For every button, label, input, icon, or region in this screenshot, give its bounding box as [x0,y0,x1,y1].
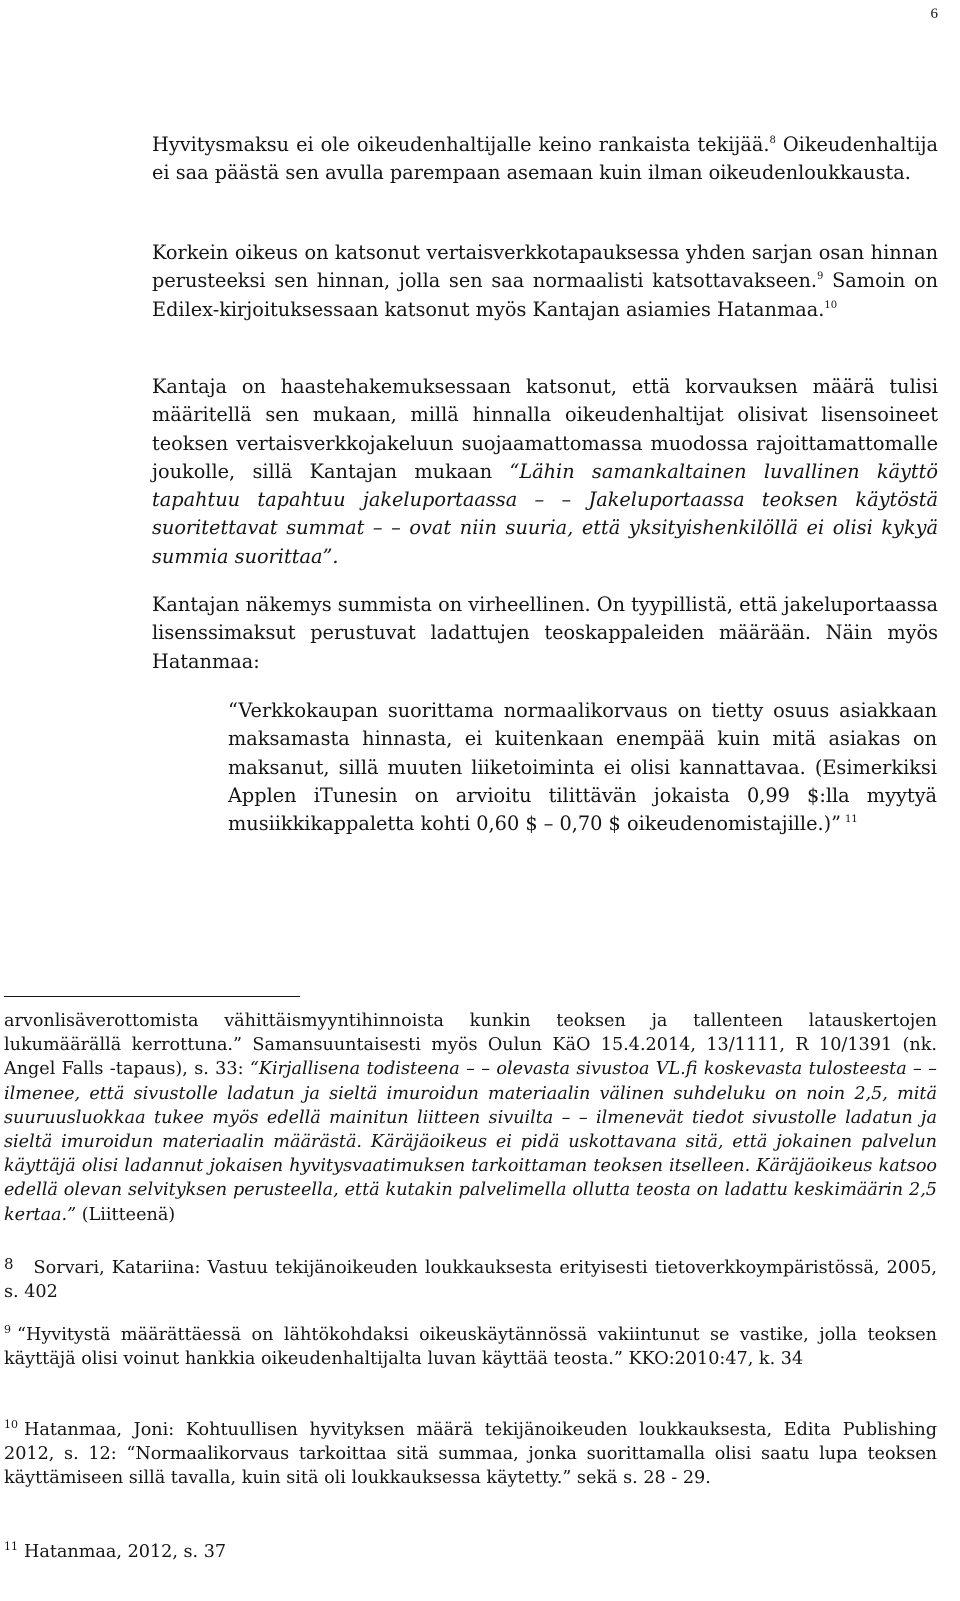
footnote-number: 9 [4,1323,11,1336]
footnote-text: Hatanmaa, Joni: Kohtuullisen hyvityksen määrä tekijänoikeuden loukkauksesta, Edita Publishing 2012, s. 12: “Normaalikorvaus tarkoittaa sitä summaa, jonka suorittamalla olisi saatu lupa teoksen käyttämiseen sillä tavalla, kuin sitä oli loukkauksessa käytetty.” sekä s. 28 - 29. [4,1420,937,1489]
footnote-10 [4,1418,937,1491]
paragraph-plaintiff-view [152,591,938,676]
paragraph-quote-italic: “Lähin samankaltainen luvallinen käyttö tapahtuu tapahtuu jakeluportaassa – – Jakeluportaassa teoksen käytöstä suoritettavat summat – – ovat niin suuria, että yksityishenkilöllä ei olisi kykyä summia suorittaa”. [152,459,939,568]
block-quote-text: “Verkkokaupan suorittama normaalikorvaus on tietty osuus asiakkaan maksamasta hinnasta, ei kuitenkaan enempää kuin mitä asiakas on maksanut, sillä muuten liiketoiminta ei olisi kannattavaa. (Esimerkiksi Applen iTunesin on arvioitu tilittävän jokaista 0,99 $:lla myytyä musiikkikappaletta kohti 0,60 $ – 0,70 $ oikeudenomistajille.)” [228,699,937,836]
paragraph-text: Kantajan näkemys summista on virheellinen. On tyypillistä, että jakeluportaassa lisenssimaksut perustuvat ladattujen teoskappaleiden määrään. Näin myös Hatanmaa: [152,593,938,673]
paragraph-supreme-court [152,239,938,324]
footnote-8 [4,1252,937,1304]
footnote-text: arvonlisäverottomista vähittäismyyntihinnoista kunkin teoksen ja tallenteen latauskertojen lukumäärällä kerrottuna.” Samansuuntaisesti myös Oulun KäO 15.4.2014, 13/1111, R 10/1391 (nk. Angel Falls -tapaus), s. 33: [4,1011,937,1080]
footnote-text: Hatanmaa, 2012, s. 37 [24,1542,227,1562]
footnote-text: “Hyvitystä määrättäessä on lähtökohdaksi oikeuskäytännössä vakiintunut se vastike, jolla teoksen käyttäjä olisi voinut hankkia oikeudenhaltijalta luvan käyttää teosta.” KKO:2010:47, k. 34 [4,1325,937,1370]
paragraph-text: Hyvitysmaksu ei ole oikeudenhaltijalle keino rankaista tekijää. [152,133,770,156]
footnote-text: (Liitteenä) [76,1204,176,1225]
footnote-number: 8 [4,1255,14,1273]
footnote-italic: “Kirjallisena todisteena – – olevasta sivustoa VL.fi koskevasta tulosteesta – – ilmenee, että sivustolle ladatun ja sieltä imuroidun materiaalin välinen suhdeluku on noin 2,5, mitä suuruusluokkaa tukee myös edellä mainitun liitteen sivuilta – – ilmenevät tiedot sivustolle ladatun ja sieltä imuroidun materiaalin määrästä. Käräjäoikeus ei pidä uskottavana sitä, että jokainen palvelun käyttäjä olisi ladannut jokaisen hyvitysvaatimuksen tarkoittaman teoksen itselleen. Käräjäoikeus katsoo edellä olevan selvityksen perusteella, että kutakin palvelimella ollutta teosta on ladattu keskimäärin 2,5 kertaa.” [4,1059,937,1225]
footnote-ref-9[interactable]: 9 [817,271,824,283]
footnote-11 [4,1540,937,1564]
footnote-ref-8[interactable]: 8 [769,135,776,146]
block-quote [228,697,937,838]
paragraph-compensation [152,131,938,188]
paragraph-text: Samoin on Edilex-kirjoituksessaan katsonut myös Kantajan asiamies Hatanmaa. [152,269,938,321]
paragraph-text: Oikeudenhaltija ei saa päästä sen avulla parempaan asemaan kuin ilman oikeudenloukkausta. [152,133,938,185]
paragraph-text: Kantaja on haastehakemuksessaan katsonut, että korvauksen määrä tulisi määritellä sen mukaan, millä hinnalla oikeudenhaltijat olisivat lisensoineet teoksen vertaisverkkojakeluun suojaamattomassa muodossa rajoittamattomalle joukolle, sillä Kantajan mukaan [152,375,938,483]
footnote-ref-10[interactable]: 10 [824,299,838,311]
paragraph-plaintiff-claim [152,373,938,571]
footnote-divider [4,996,300,997]
footnote-continuation [4,1009,937,1227]
footnote-ref-11[interactable]: 11 [845,814,858,826]
paragraph-text: Korkein oikeus on katsonut vertaisverkkotapauksessa yhden sarjan osan hinnan perusteeksi sen hinnan, jolla sen saa normaalisti katsottavakseen. [152,241,938,293]
footnote-text: Sorvari, Katariina: Vastuu tekijänoikeuden loukkauksesta erityisesti tietoverkkoympäristössä, 2005, s. 402 [4,1258,937,1303]
footnote-number: 11 [4,1540,18,1553]
footnote-9 [4,1323,937,1371]
page-number: 6 [930,6,938,22]
footnote-number: 10 [4,1418,18,1431]
